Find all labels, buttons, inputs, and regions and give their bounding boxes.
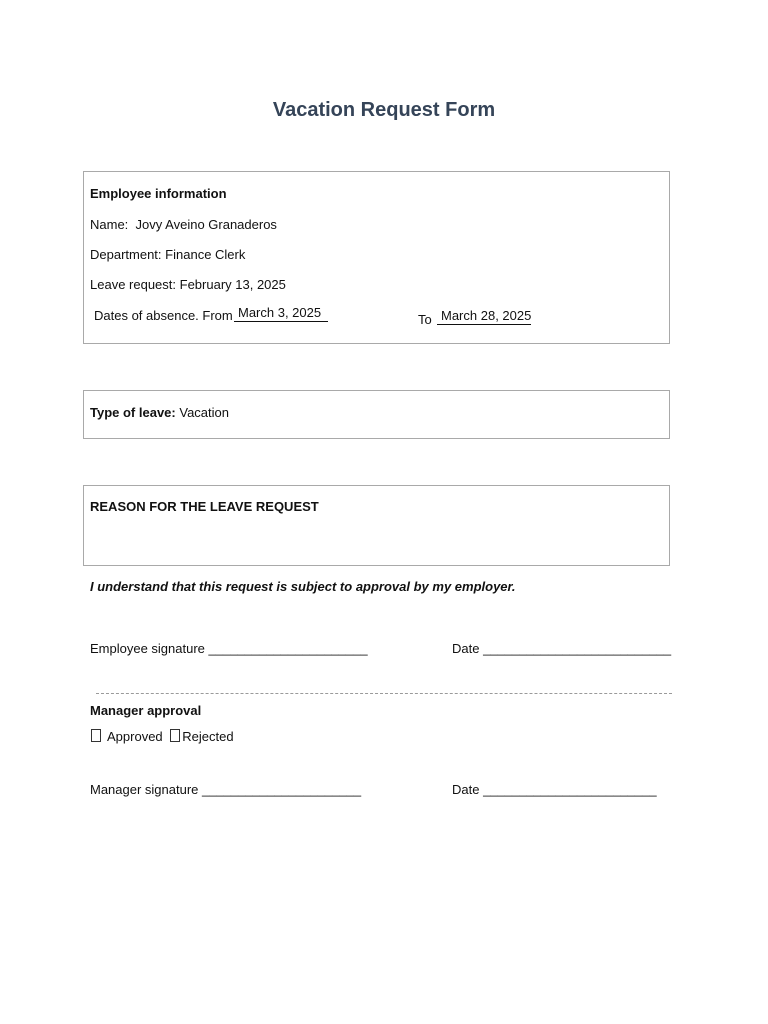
department-value: Finance Clerk <box>165 247 246 262</box>
employee-signature-line[interactable]: Employee signature ______________________ <box>90 641 368 656</box>
leave-type-label: Type of leave: <box>90 405 176 420</box>
leave-type-row <box>90 405 229 420</box>
absence-from-field[interactable] <box>234 305 328 322</box>
approval-options <box>91 729 234 744</box>
rejected-option[interactable] <box>170 729 233 744</box>
absence-to-value: March 28, 2025 <box>437 308 531 325</box>
reason-section[interactable] <box>83 485 670 566</box>
manager-signature-line[interactable]: Manager signature ______________________ <box>90 782 362 797</box>
approved-option[interactable] <box>91 729 166 744</box>
absence-to-label: To <box>418 312 432 327</box>
reason-heading: REASON FOR THE LEAVE REQUEST <box>90 499 319 514</box>
acknowledgement-text: I understand that this request is subject to approval by my employer. <box>90 579 516 594</box>
section-divider <box>96 693 672 694</box>
rejected-label: Rejected <box>182 729 234 744</box>
absence-to-field[interactable] <box>437 308 531 325</box>
approved-checkbox[interactable] <box>91 729 101 742</box>
absence-from-value: March 3, 2025 <box>234 305 328 322</box>
manager-approval-heading: Manager approval <box>90 703 202 718</box>
approved-label: Approved <box>107 729 163 744</box>
employee-date-line[interactable]: Date __________________________ <box>452 641 672 656</box>
employee-info-heading: Employee information <box>90 186 227 201</box>
leave-request-row <box>90 277 286 292</box>
page-title: Vacation Request Form <box>272 99 496 121</box>
leave-request-label: Leave request: <box>90 277 177 292</box>
name-value: Jovy Aveino Granaderos <box>135 217 277 232</box>
leave-type-value: Vacation <box>179 405 229 420</box>
name-label: Name: <box>90 217 129 232</box>
absence-from-label: Dates of absence. From <box>94 308 233 323</box>
leave-request-value: February 13, 2025 <box>179 277 286 292</box>
department-label: Department: <box>90 247 162 262</box>
rejected-checkbox[interactable] <box>170 729 180 742</box>
name-row <box>90 217 277 232</box>
manager-date-line[interactable]: Date ________________________ <box>452 782 657 797</box>
department-row <box>90 247 245 262</box>
